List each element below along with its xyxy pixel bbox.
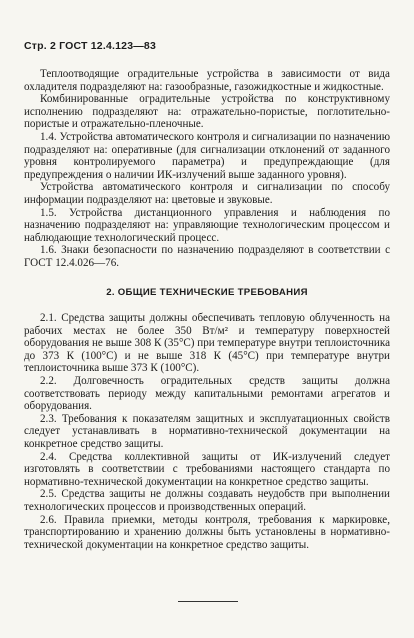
paragraph: 1.6. Знаки безопасности по назначению подразделяют в соответствии с ГОСТ 12.4.026—76. bbox=[24, 244, 390, 269]
section-title: 2. ОБЩИЕ ТЕХНИЧЕСКИЕ ТРЕБОВАНИЯ bbox=[106, 286, 308, 298]
paragraph: 2.2. Долговечность оградительных средств защиты должна соответствовать периоду между капитальными ремонтами агрегатов и оборудования. bbox=[24, 375, 390, 413]
paragraph: 1.4. Устройства автоматического контроля и сигнализации по назначению подразделяют на: оперативные (для сигнализации отклонений от заданного уровня контролируемого параметра) и предупреждающие (для предупреждения о наличии ИК-излучений выше заданного уровня). bbox=[24, 130, 390, 181]
paragraph: Теплоотводящие оградительные устройства в зависимости от вида охладителя подразделяют на: газообразные, газожидкостные и жидкостные. bbox=[24, 68, 390, 93]
paragraph: 2.1. Средства защиты должны обеспечивать тепловую облученность на рабочих местах не более 350 Вт/м² и температуру поверхностей оборудования не выше 308 К (35°С) при температуре внутри теплоисточника до 373 К (100°С) и не выше 318 К (45°С) при температуре внутри теплоисточника выше 373 К (100°С). bbox=[24, 312, 390, 375]
paragraph: 2.3. Требования к показателям защитных и эксплуатационных свойств следует устанавливать в нормативно-технической документации на конкретное средство защиты. bbox=[24, 412, 390, 451]
page-header: Стр. 2 ГОСТ 12.4.123—83 bbox=[24, 40, 157, 52]
paragraph: 2.6. Правила приемки, методы контроля, требования к маркировке, транспортированию и хранению должны быть установлены в нормативно-технической документации на конкретное средство защиты. bbox=[24, 513, 390, 551]
paragraph: 1.5. Устройства дистанционного управления и наблюдения по назначению подразделяют на: управляющие технологическим процессом и наблюдающие технологический процесс. bbox=[24, 206, 390, 244]
document-body bbox=[24, 68, 390, 551]
paragraph: 2.5. Средства защиты не должны создавать неудобств при выполнении технологических процессов и производственных операций. bbox=[24, 488, 390, 513]
paragraph: Устройства автоматического контроля и сигнализации по способу информации подразделяют на: цветовые и звуковые. bbox=[24, 181, 390, 206]
paragraph: 2.4. Средства коллективной защиты от ИК-излучений следует изготовлять в соответствии с требованиями настоящего стандарта по нормативно-технической документации на конкретное средство защиты. bbox=[24, 450, 390, 488]
paragraph: Комбинированные оградительные устройства по конструктивному исполнению подразделяют на: отражательно-пористые, поглотительно-пористые и отражательно-пленочные. bbox=[24, 93, 390, 131]
end-rule bbox=[178, 601, 238, 602]
